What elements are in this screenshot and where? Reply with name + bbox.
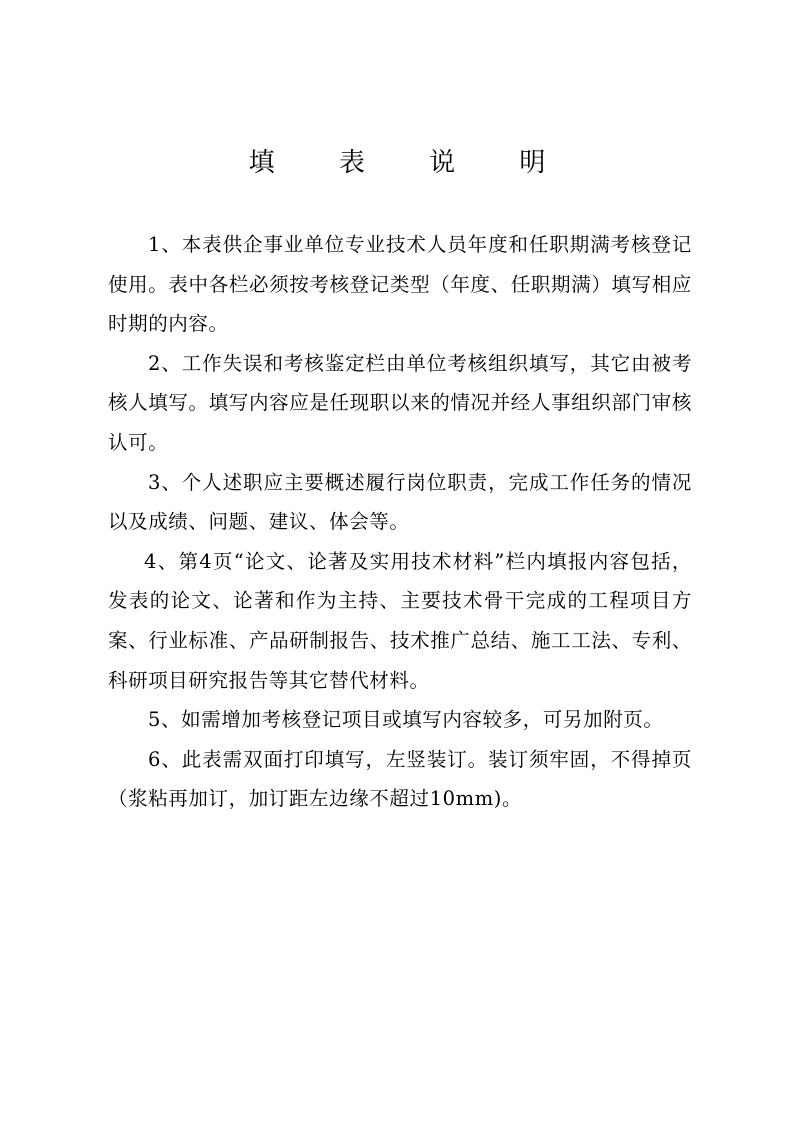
instruction-paragraph-2: 2、工作失误和考核鉴定栏由单位考核组织填写，其它由被考核人填写。填写内容应是任现职以来的情况并经人事组织部门审核认可。 bbox=[108, 351, 692, 454]
instruction-paragraph-6: 6、此表需双面打印填写，左竖装订。装订须牢固，不得掉页（浆粘再加订，加订距左边缘不超过10mm)。 bbox=[108, 747, 692, 811]
instructions-body bbox=[108, 225, 692, 819]
instruction-paragraph-4: 4、第4页“论文、论著及实用技术材料”栏内填报内容包括，发表的论文、论著和作为主持、主要技术骨干完成的工程项目方案、行业标准、产品研制报告、技术推广总结、施工工法、专利、科研项目研究报告等其它替代材料。 bbox=[108, 549, 692, 692]
instruction-paragraph-3: 3、个人述职应主要概述履行岗位职责，完成工作任务的情况以及成绩、问题、建议、体会等。 bbox=[108, 470, 692, 534]
instruction-paragraph-5: 5、如需增加考核登记项目或填写内容较多，可另加附页。 bbox=[148, 708, 664, 732]
page-title: 填 表 说 明 bbox=[248, 148, 574, 178]
instruction-paragraph-1: 1、本表供企事业单位专业技术人员年度和任职期满考核登记使用。表中各栏必须按考核登记类型（年度、任职期满）填写相应时期的内容。 bbox=[108, 233, 692, 336]
